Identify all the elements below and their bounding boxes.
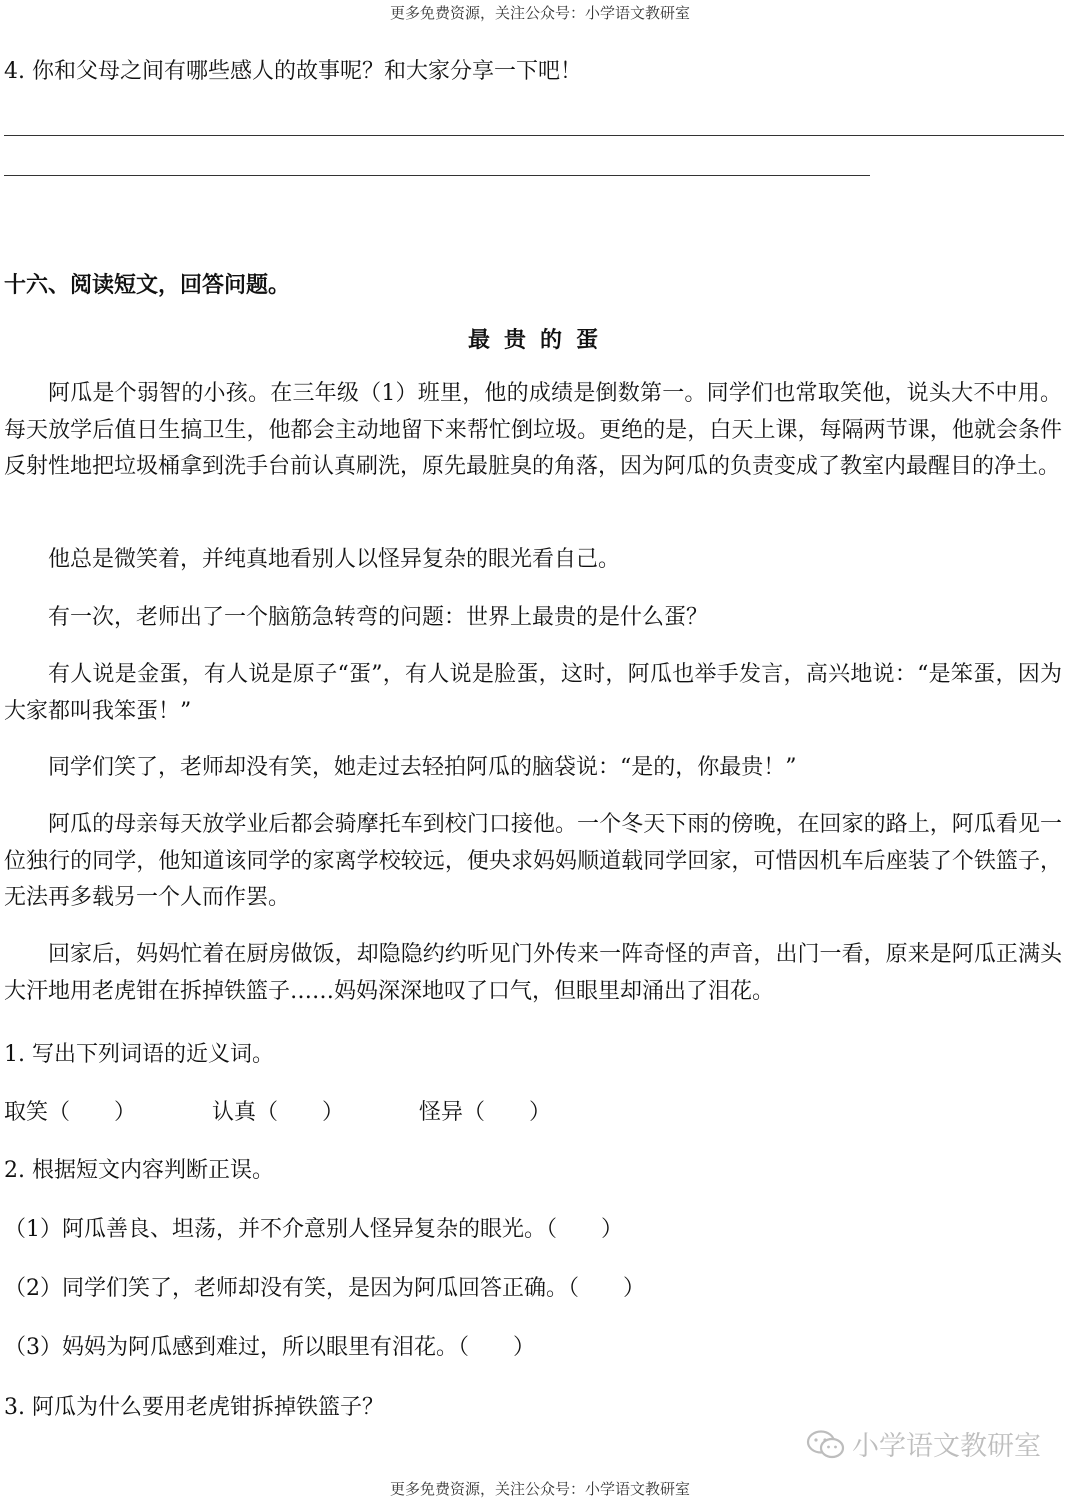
question-1: 1. 写出下列词语的近义词。 [4, 1042, 274, 1067]
wechat-icon [806, 1429, 846, 1461]
synonym-item: 认真（ ） [212, 1100, 345, 1125]
passage-paragraph: 有人说是金蛋，有人说是原子“蛋”，有人说是脸蛋，这时，阿瓜也举手发言，高兴地说：“是笨蛋，因为大家都叫我笨蛋！” [4, 662, 1062, 724]
synonym-item: 怪异（ ） [419, 1100, 552, 1125]
section-heading: 十六、阅读短文，回答问题。 [4, 272, 291, 298]
question-3: 3. 阿瓜为什么要用老虎钳拆掉铁篮子？ [4, 1395, 384, 1420]
answer-line [4, 135, 1064, 136]
synonym-item: 取笑（ ） [4, 1100, 137, 1125]
question-2: 2. 根据短文内容判断正误。 [4, 1158, 274, 1183]
passage-title: 最贵的蛋 [467, 327, 612, 353]
watermark [806, 1424, 1041, 1463]
passage-paragraph: 回家后，妈妈忙着在厨房做饭，却隐隐约约听见门外传来一阵奇怪的声音，出门一看，原来是阿瓜正满头大汗地用老虎钳在拆掉铁篮子……妈妈深深地叹了口气，但眼里却涌出了泪花。 [4, 942, 1062, 1004]
question-4: 4. 你和父母之间有哪些感人的故事呢？和大家分享一下吧！ [4, 59, 582, 84]
bottom-footer-note: 更多免费资源，关注公众号：小学语文教研室 [389, 1480, 690, 1498]
passage-paragraph: 同学们笑了，老师却没有笑，她走过去轻拍阿瓜的脑袋说：“是的，你最贵！” [48, 755, 797, 780]
judgement-item: （2）同学们笑了，老师却没有笑，是因为阿瓜回答正确。（ ） [4, 1276, 645, 1301]
judgement-item: （3）妈妈为阿瓜感到难过，所以眼里有泪花。（ ） [4, 1335, 535, 1360]
passage-paragraph: 有一次，老师出了一个脑筋急转弯的问题：世界上最贵的是什么蛋？ [48, 605, 709, 630]
passage-paragraph: 他总是微笑着，并纯真地看别人以怪异复杂的眼光看自己。 [48, 547, 621, 572]
judgement-item: （1）阿瓜善良、坦荡，并不介意别人怪异复杂的眼光。（ ） [4, 1217, 623, 1242]
watermark-text: 小学语文教研室 [852, 1431, 1041, 1462]
passage-paragraph: 阿瓜的母亲每天放学业后都会骑摩托车到校门口接他。一个冬天下雨的傍晚，在回家的路上，阿瓜看见一位独行的同学，他知道该同学的家离学校较远，便央求妈妈顺道载同学回家，可惜因机车后座装了个铁篮子，无法再多载另一个人而作罢。 [4, 812, 1062, 910]
top-header-note: 更多免费资源，关注公众号：小学语文教研室 [389, 4, 690, 22]
passage-paragraph: 阿瓜是个弱智的小孩。在三年级（1）班里，他的成绩是倒数第一。同学们也常取笑他，说头大不中用。每天放学后值日生搞卫生，他都会主动地留下来帮忙倒垃圾。更绝的是，白天上课，每隔两节课，他就会条件反射性地把垃圾桶拿到洗手台前认真刷洗，原先最脏臭的角落，因为阿瓜的负责变成了教室内最醒目的净土。 [4, 381, 1062, 479]
answer-line [4, 175, 870, 176]
